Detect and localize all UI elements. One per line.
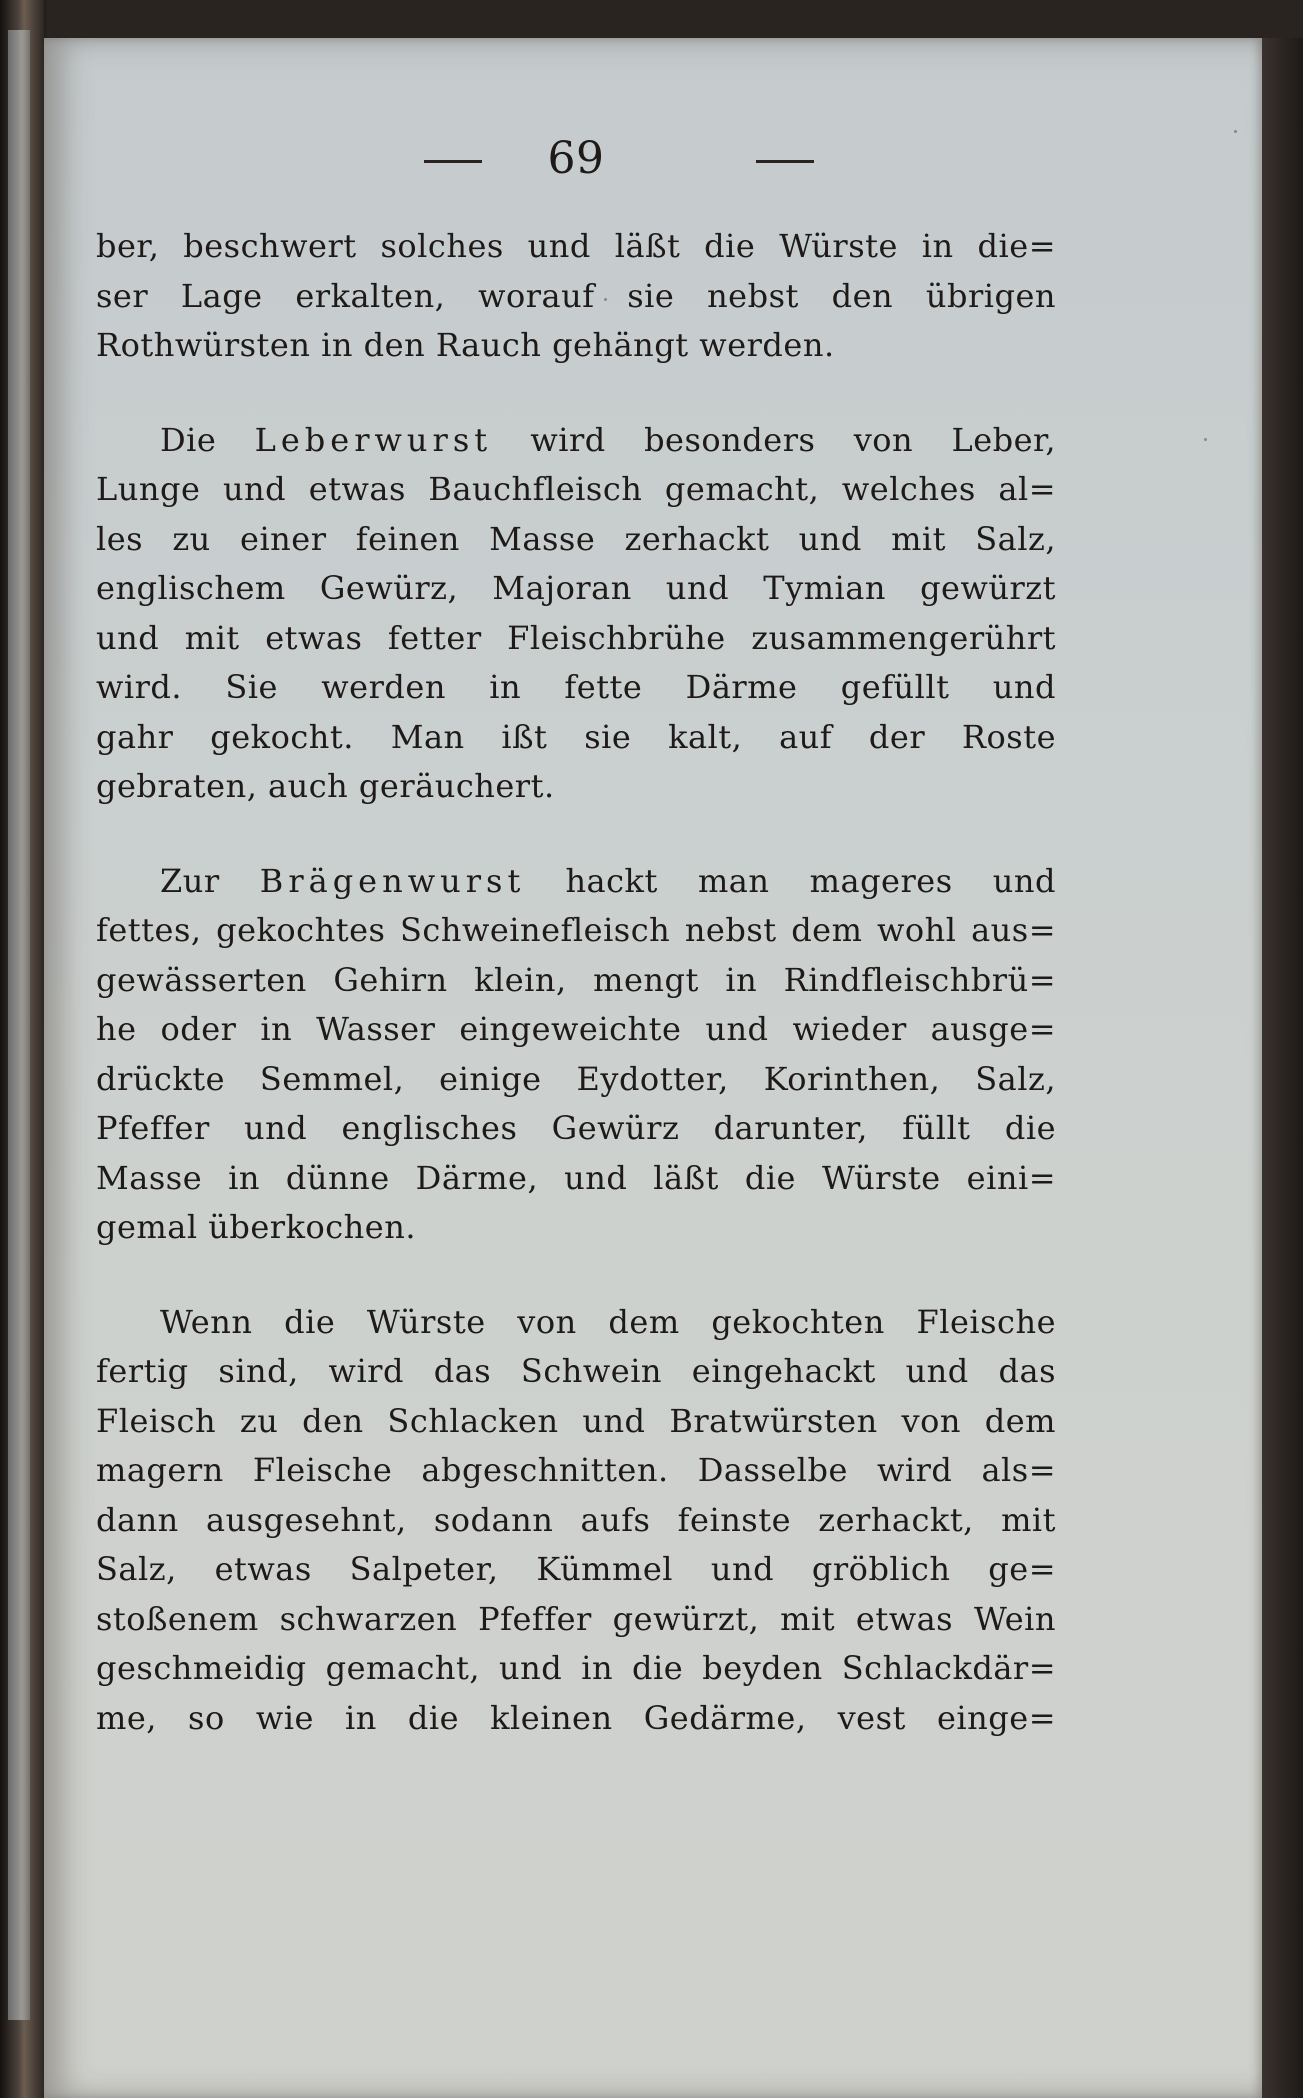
- text-line: gemal überkochen.: [96, 1208, 416, 1246]
- header-dash-right: [756, 160, 814, 163]
- text-line: les zu einer feinen Masse zerhackt und mit Salz,: [96, 519, 1056, 558]
- recipe-term: Leberwurst: [254, 420, 493, 459]
- text-line: ber, beschwert solches und läßt die Würste in die=: [96, 227, 1056, 265]
- text-line: fettes, gekochtes Schweinefleisch nebst dem wohl aus=: [96, 911, 1056, 949]
- text-line: geschmeidig gemacht, und in die beyden Schlackdär=: [96, 1649, 1056, 1687]
- text-line: Fleisch zu den Schlacken und Bratwürsten von dem: [96, 1401, 1056, 1440]
- text-line: und mit etwas fetter Fleischbrühe zusammengerührt: [96, 618, 1056, 657]
- text-line: [96, 416, 1056, 466]
- text-line: Wenn die Würste von dem gekochten Fleische: [160, 1302, 1056, 1341]
- text-line: Masse in dünne Därme, und läßt die Würste eini=: [96, 1158, 1056, 1197]
- recipe-term: Brägenwurst: [259, 861, 526, 900]
- text-line: Salz, etwas Salpeter, Kümmel und gröblich ge=: [96, 1550, 1056, 1588]
- text-line: gahr gekocht. Man ißt sie kalt, auf der Roste: [96, 717, 1056, 756]
- paper-speck: [1234, 130, 1237, 133]
- paragraph-continuation: [96, 222, 1056, 371]
- paragraph-leberwurst: [96, 416, 1056, 812]
- text-line: me, so wie in die kleinen Gedärme, vest einge=: [96, 1698, 1056, 1737]
- text-line: Lunge und etwas Bauchfleisch gemacht, welches al=: [96, 470, 1056, 508]
- paper-speck: [1204, 438, 1207, 441]
- page-number: 69: [547, 133, 605, 184]
- text-line: gewässerten Gehirn klein, mengt in Rindfleischbrü=: [96, 960, 1056, 999]
- paragraph-braegenwurst: [96, 857, 1056, 1253]
- text-line: magern Fleische abgeschnitten. Dasselbe wird als=: [96, 1451, 1056, 1489]
- text-line: fertig sind, wird das Schwein eingehackt und das: [96, 1352, 1056, 1390]
- text-line: stoßenem schwarzen Pfeffer gewürzt, mit etwas Wein: [96, 1599, 1056, 1638]
- facing-page-edge: [8, 30, 30, 2020]
- page-header: [96, 134, 1056, 194]
- text-line: Pfeffer und englisches Gewürz darunter, füllt die: [96, 1109, 1056, 1147]
- text-line: [96, 857, 1056, 907]
- paragraph-schlacken: [96, 1298, 1056, 1744]
- line-rest: wird besonders von Leber,: [492, 420, 1056, 459]
- text-line: gebraten, auch geräuchert.: [96, 767, 555, 805]
- page-text: [96, 134, 1056, 1743]
- page-edge-shadow: [1262, 38, 1303, 2098]
- text-line: he oder in Wasser eingeweichte und wieder ausge=: [96, 1010, 1056, 1048]
- lead-text: Zur: [160, 861, 260, 900]
- text-line: dann ausgesehnt, sodann aufs feinste zerhackt, mit: [96, 1500, 1056, 1539]
- text-line: wird. Sie werden in fette Därme gefüllt und: [96, 668, 1056, 706]
- lead-text: Die: [160, 420, 255, 459]
- text-line: Rothwürsten in den Rauch gehängt werden.: [96, 326, 835, 364]
- text-line: englischem Gewürz, Majoran und Tymian gewürzt: [96, 569, 1056, 607]
- text-line: drückte Semmel, einige Eydotter, Korinthen, Salz,: [96, 1059, 1056, 1098]
- line-rest: hackt man mageres und: [525, 861, 1057, 900]
- text-line: ser Lage erkalten, worauf sie nebst den übrigen: [96, 276, 1056, 315]
